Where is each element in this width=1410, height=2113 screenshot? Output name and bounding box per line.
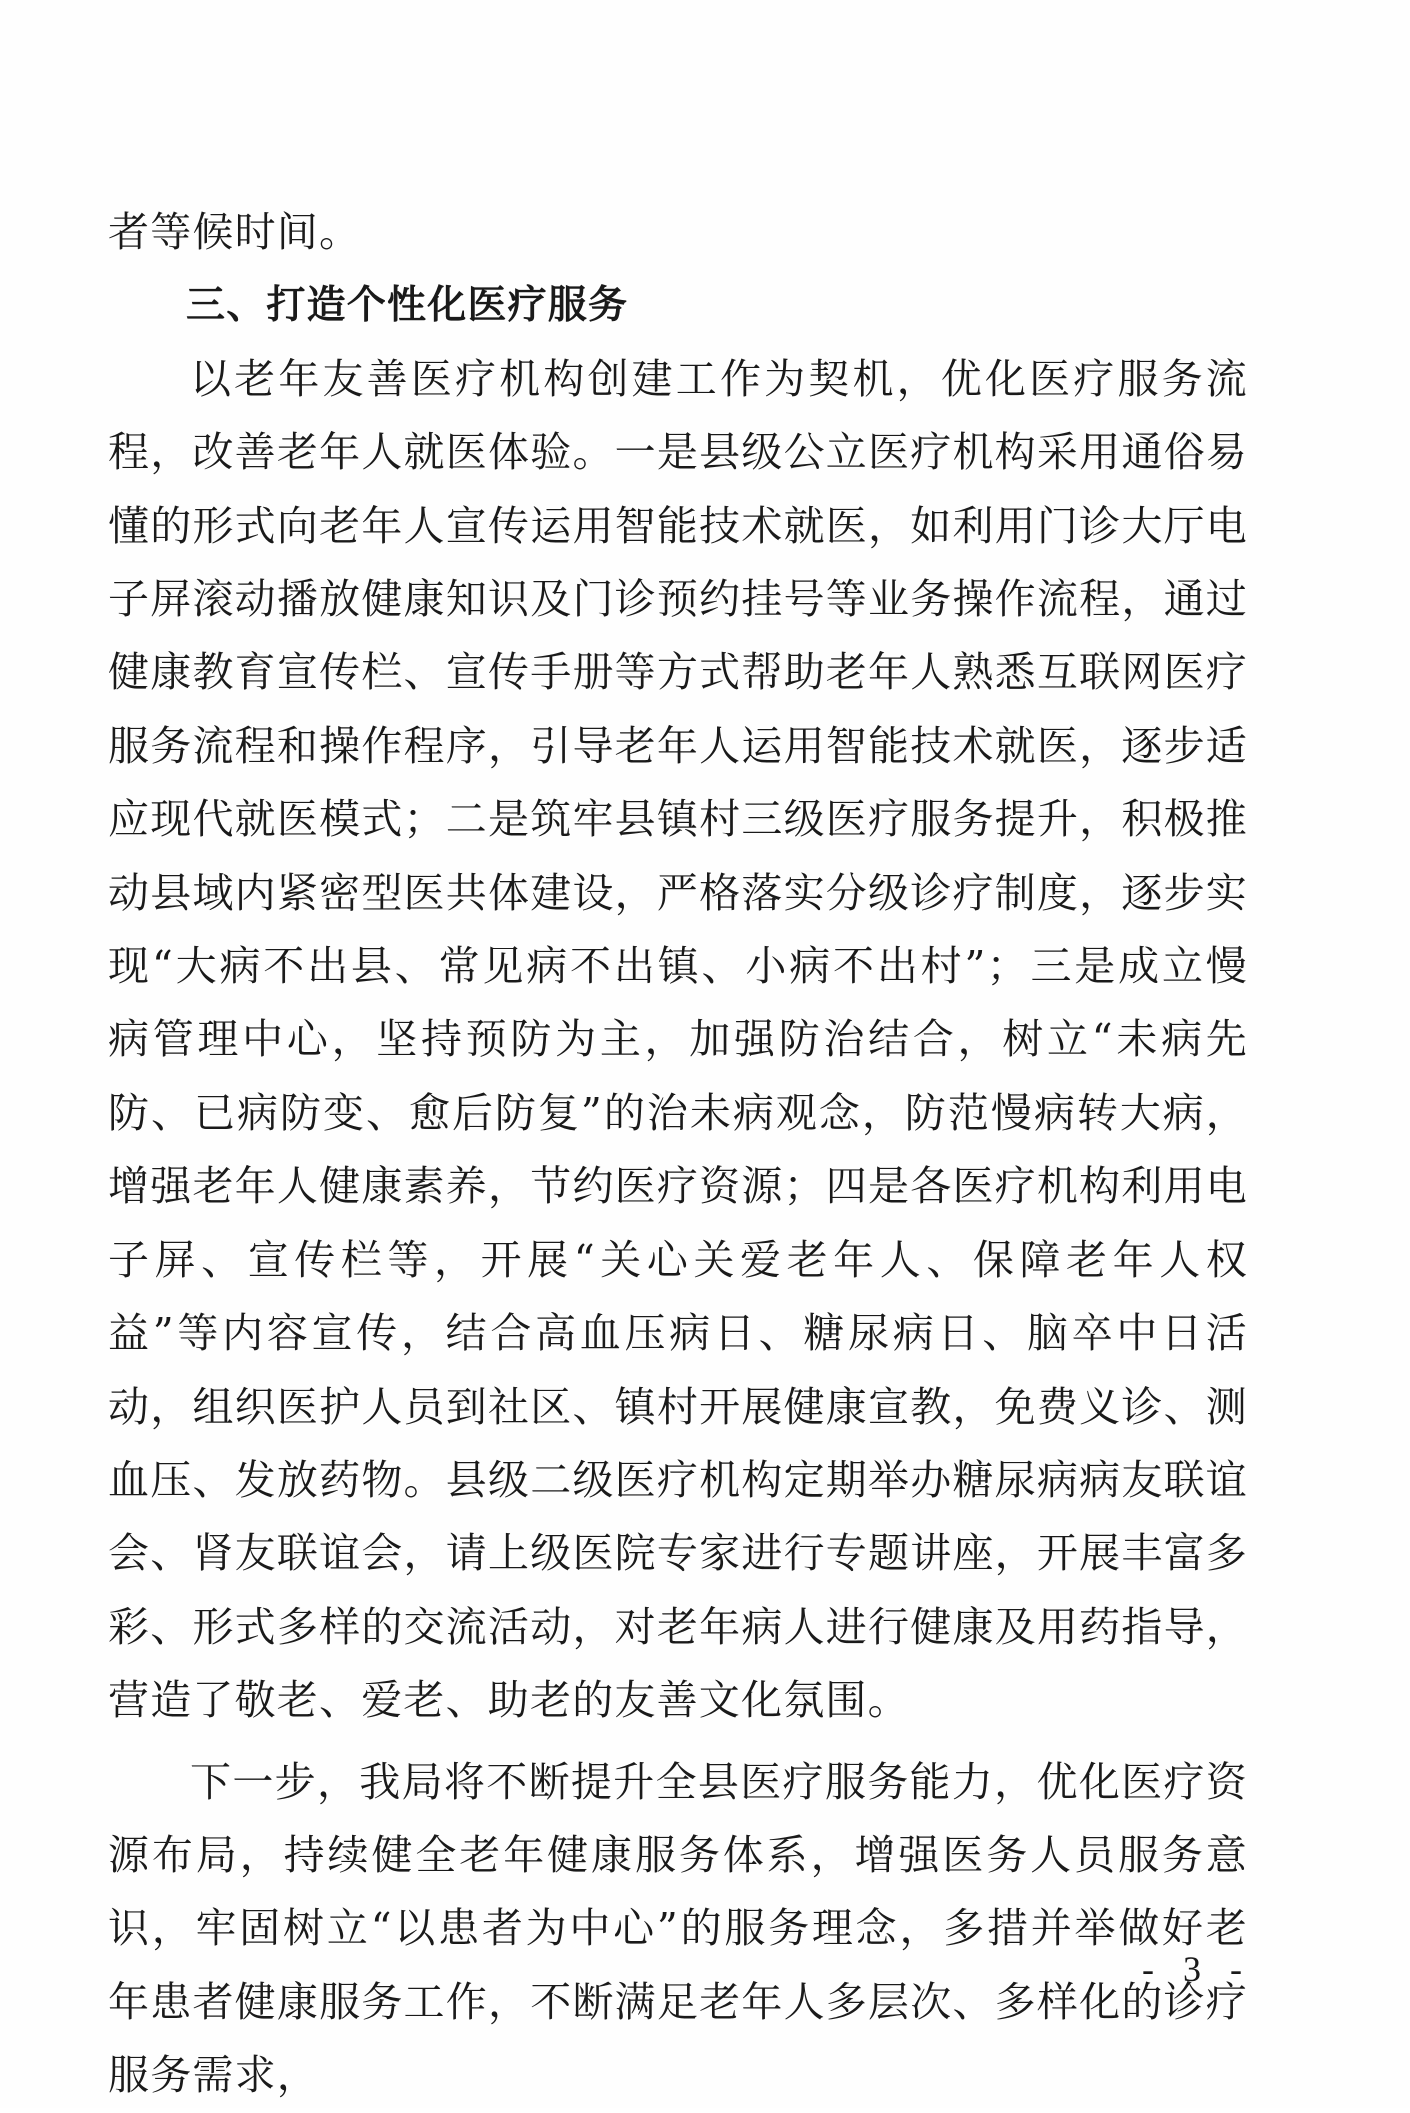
section-heading: 三、打造个性化医疗服务 — [186, 283, 629, 329]
page-number: - 3 - — [1142, 1949, 1252, 1989]
body-paragraph-2: 下一步，我局将不断提升全县医疗服务能力，优化医疗资源布局，持续健全老年健康服务体系，增强医务人员服务意识，牢固树立“以患者为中心”的服务理念，多措并举做好老年患者健康服务工作，不断满足老年人多层次、多样化的诊疗服务需求， — [108, 1757, 1248, 2100]
body-paragraph-1: 以老年友善医疗机构创建工作为契机，优化医疗服务流程，改善老年人就医体验。一是县级公立医疗机构采用通俗易懂的形式向老年人宣传运用智能技术就医，如利用门诊大厅电子屏滚动播放健康知识及门诊预约挂号等业务操作流程，通过健康教育宣传栏、宣传手册等方式帮助老年人熟悉互联网医疗服务流程和操作程序，引导老年人运用智能技术就医，逐步适应现代就医模式；二是筑牢县镇村三级医疗服务提升，积极推动县域内紧密型医共体建设，严格落实分级诊疗制度，逐步实现“大病不出县、常见病不出镇、小病不出村”；三是成立慢病管理中心，坚持预防为主，加强防治结合，树立“未病先防、已病防变、愈后防复”的治未病观念，防范慢病转大病，增强老年人健康素养，节约医疗资源；四是各医疗机构利用电子屏、宣传栏等，开展“关心关爱老年人、保障老年人权益”等内容宣传，结合高血压病日、糖尿病日、脑卒中日活动，组织医护人员到社区、镇村开展健康宣教，免费义诊、测血压、发放药物。县级二级医疗机构定期举办糖尿病病友联谊会、肾友联谊会，请上级医院专家进行专题讲座，开展丰富多彩、形式多样的交流活动，对老年病人进行健康及用药指导，营造了敬老、爱老、助老的友善文化氛围。 — [108, 354, 1248, 1725]
document-body — [108, 196, 1248, 2113]
continuation-text: 者等候时间。 — [108, 208, 362, 256]
